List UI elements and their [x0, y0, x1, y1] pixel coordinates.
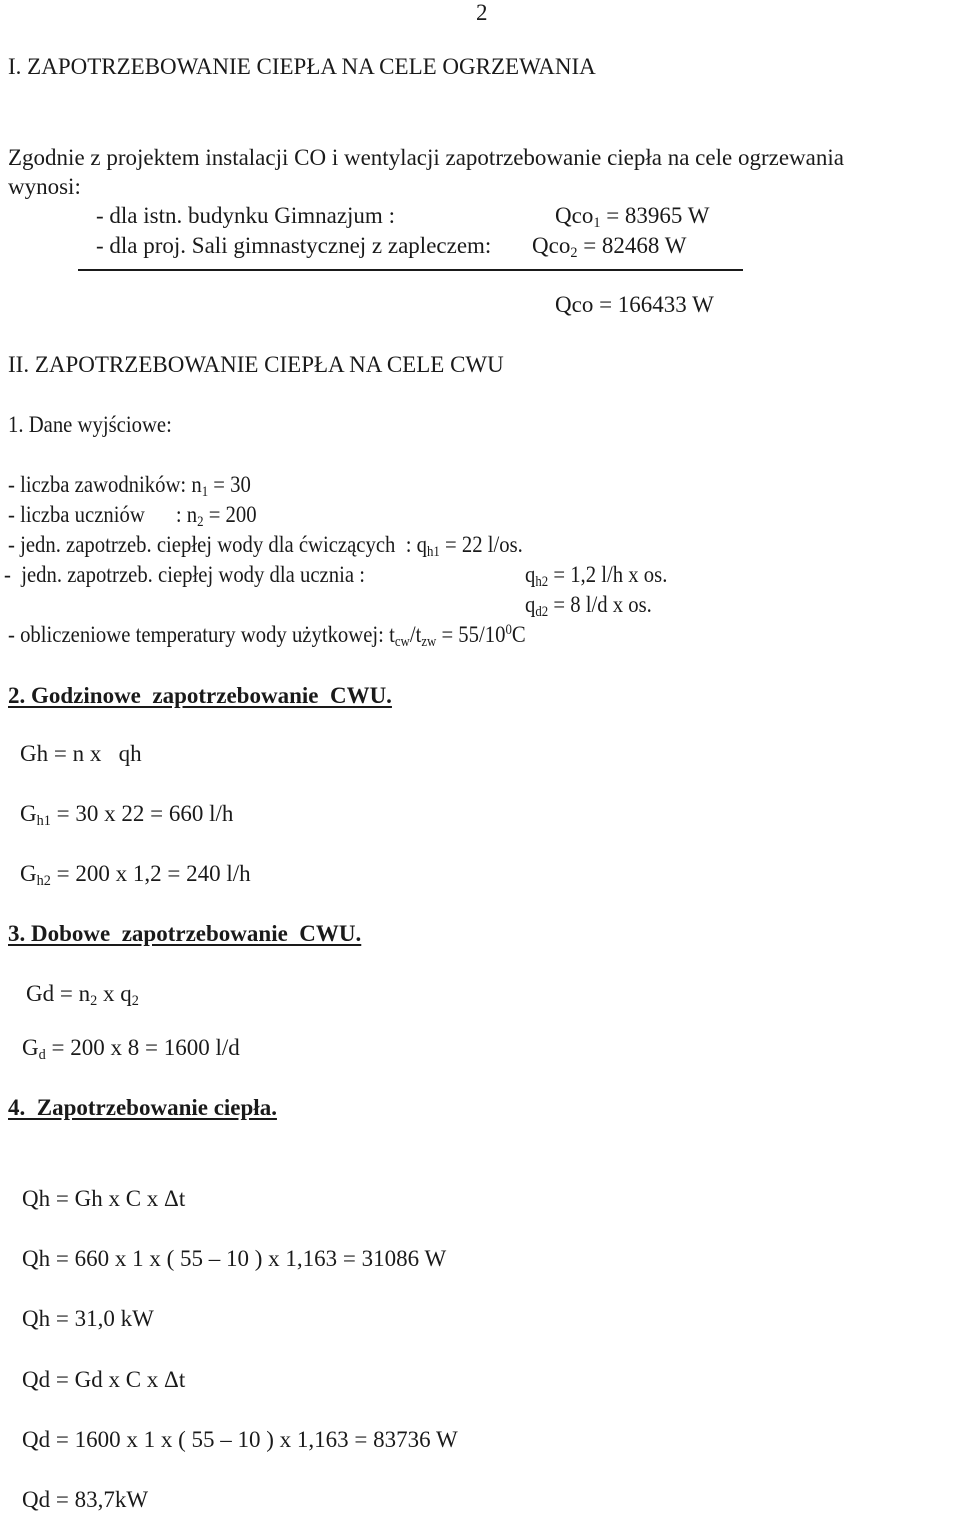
input-students: - liczba uczniów : $n_2 = 200$	[8, 502, 257, 530]
hourly-calc-athletes: $G_{h1} = 30$ x 22 = 660 l/h	[20, 801, 234, 829]
heat-daily-calc: Qd = 1600 x 1 x ( 55 – 10 ) x 1,163 = 83736 W	[22, 1427, 458, 1452]
heat-item-1-value: Qco$_1$ = 83965 W	[555, 203, 710, 231]
input-demand-student-value: $q_{h2} = 1,2$ l/h x os.	[525, 562, 668, 590]
heat-daily-formula: Qd = Gd x C x Δt	[22, 1367, 186, 1392]
hourly-formula: Gh = n x qh	[20, 741, 142, 766]
delta-symbol: Δ	[164, 1367, 179, 1392]
subsection-2-heading: 2. Godzinowe zapotrzebowanie CWU.	[8, 683, 392, 708]
intro-line-2: wynosi:	[8, 174, 81, 199]
subsection-3-heading: 3. Dobowe zapotrzebowanie CWU.	[8, 921, 362, 946]
daily-calc: $G_d = 200$ x 8 = 1600 l/d	[22, 1035, 240, 1063]
intro-line-1: Zgodnie z projektem instalacji CO i wentylacji zapotrzebowanie ciepła na cele ogrzewania	[8, 145, 844, 170]
delta-symbol: Δ	[164, 1186, 179, 1211]
section-1-heading: I. ZAPOTRZEBOWANIE CIEPŁA NA CELE OGRZEWANIA	[8, 54, 596, 79]
page-number: 2	[476, 0, 488, 25]
heat-hourly-calc: Qh = 660 x 1 x ( 55 – 10 ) x 1,163 = 31086 W	[22, 1246, 447, 1271]
heat-hourly-formula: Qh = Gh x C x Δt	[22, 1186, 186, 1211]
sum-rule	[78, 269, 743, 271]
heat-hourly-result: Qh = 31,0 kW	[22, 1306, 154, 1331]
subsection-1-heading: 1. Dane wyjściowe:	[8, 412, 172, 437]
input-demand-student-label: - jedn. zapotrzeb. ciepłej wody dla ucznia :	[4, 562, 365, 587]
input-temperatures: - obliczeniowe temperatury wody użytkowej: $t_{cw}/t_{zw} = 55/10^0C$	[8, 622, 526, 650]
heat-daily-result: Qd = 83,7kW	[22, 1487, 149, 1512]
subsection-4-heading: 4. Zapotrzebowanie ciepła.	[8, 1095, 277, 1120]
input-daily-demand: $q_{d2} = 8$ l/d x os.	[525, 592, 652, 620]
heat-item-2-value: Qco$_2$ = 82468 W	[532, 233, 687, 261]
heat-item-1-label: - dla istn. budynku Gimnazjum :	[96, 203, 395, 228]
hourly-calc-students: $G_{h2} = 200$ x 1,2 = 240 l/h	[20, 861, 251, 889]
heat-item-2-label: - dla proj. Sali gimnastycznej z zapleczem:	[96, 233, 492, 258]
daily-formula: $Gd = n_2$ x $q_2$	[26, 981, 139, 1009]
input-demand-athletes: - jedn. zapotrzeb. ciepłej wody dla ćwiczących : $q_{h1} = 22$ l/os.	[8, 532, 523, 560]
input-athletes: - liczba zawodników: $n_1 = 30$	[8, 472, 251, 500]
section-2-heading: II. ZAPOTRZEBOWANIE CIEPŁA NA CELE CWU	[8, 352, 504, 377]
heat-total: Qco = 166433 W	[555, 292, 714, 317]
